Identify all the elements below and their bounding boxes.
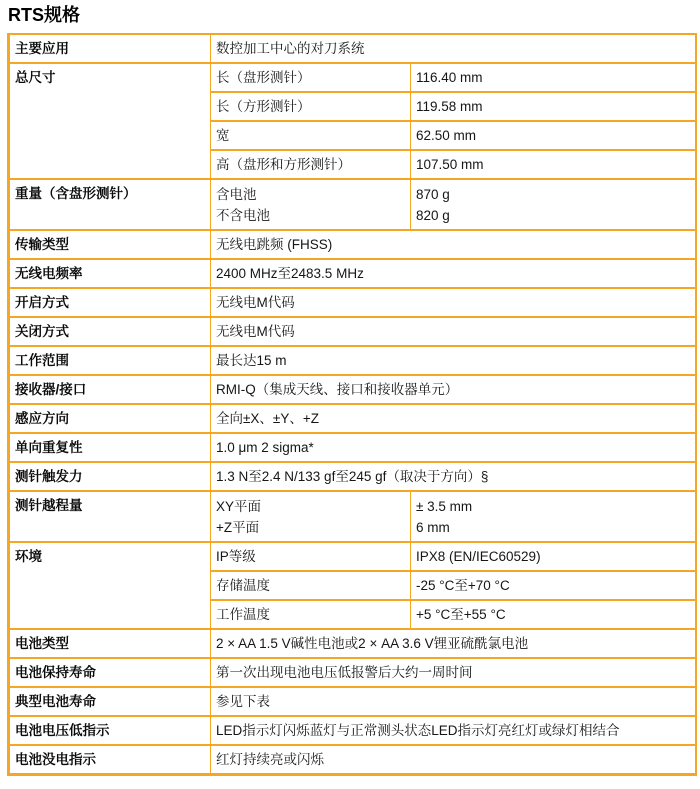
spec-label-receiver-interface: 接收器/接口 (9, 375, 211, 404)
spec-label-overall-size: 总尺寸 (9, 63, 211, 179)
spec-value-operating-temp: +5 °C至+55 °C (411, 600, 696, 629)
spec-value-transmission: 无线电跳频 (FHSS) (211, 230, 696, 259)
spec-values-overtravel (411, 491, 696, 542)
spec-value-ip-rating: IPX8 (EN/IEC60529) (411, 542, 696, 571)
spec-label-overtravel: 测针越程量 (9, 491, 211, 542)
spec-value-operating-range: 最长达15 m (211, 346, 696, 375)
overtravel-z-label: +Z平面 (216, 520, 260, 535)
spec-label-battery-low-indication: 电池电压低指示 (9, 716, 211, 745)
spec-value-battery-low-indication: LED指示灯闪烁蓝灯与正常测头状态LED指示灯亮红灯或绿灯相结合 (211, 716, 696, 745)
spec-label-battery-dead-indication: 电池没电指示 (9, 745, 211, 775)
row-radio-frequency (9, 259, 696, 288)
spec-subitem-height: 高（盘形和方形测针） (211, 150, 411, 179)
spec-label-battery-hold-life: 电池保持寿命 (9, 658, 211, 687)
page-title: RTS规格 (8, 5, 80, 25)
spec-value-width: 62.50 mm (411, 121, 696, 150)
spec-label-trigger-force: 测针触发力 (9, 462, 211, 491)
row-transmission (9, 230, 696, 259)
spec-label-switch-on: 开启方式 (9, 288, 211, 317)
spec-value-storage-temp: -25 °C至+70 °C (411, 571, 696, 600)
row-operating-range (9, 346, 696, 375)
row-battery-dead-indication (9, 745, 696, 775)
spec-subitems-weight (211, 179, 411, 230)
row-sense-directions (9, 404, 696, 433)
spec-label-battery-type: 电池类型 (9, 629, 211, 658)
spec-label-sense-directions: 感应方向 (9, 404, 211, 433)
row-weight (9, 179, 696, 230)
spec-value-height: 107.50 mm (411, 150, 696, 179)
spec-label-transmission: 传输类型 (9, 230, 211, 259)
spec-value-main-application: 数控加工中心的对刀系统 (211, 34, 696, 63)
spec-subitem-width: 宽 (211, 121, 411, 150)
spec-subitem-storage-temp: 存储温度 (211, 571, 411, 600)
spec-value-battery-type: 2 × AA 1.5 V碱性电池或2 × AA 3.6 V锂亚硫酰氯电池 (211, 629, 696, 658)
row-overtravel (9, 491, 696, 542)
spec-label-environment: 环境 (9, 542, 211, 629)
row-overall-size-1 (9, 63, 696, 92)
row-trigger-force (9, 462, 696, 491)
spec-subitem-length-disk: 长（盘形测针） (211, 63, 411, 92)
spec-label-typical-battery-life: 典型电池寿命 (9, 687, 211, 716)
row-typical-battery-life (9, 687, 696, 716)
spec-value-sense-directions: 全向±X、±Y、+Z (211, 404, 696, 433)
spec-label-radio-frequency: 无线电频率 (9, 259, 211, 288)
row-battery-low-indication (9, 716, 696, 745)
weight-with-batteries-label: 含电池 (216, 187, 257, 202)
spec-value-repeatability: 1.0 μm 2 sigma* (211, 433, 696, 462)
weight-with-batteries-value: 870 g (416, 187, 450, 202)
row-switch-on (9, 288, 696, 317)
spec-value-receiver-interface: RMI-Q（集成天线、接口和接收器单元） (211, 375, 696, 404)
spec-subitem-operating-temp: 工作温度 (211, 600, 411, 629)
spec-label-repeatability: 单向重复性 (9, 433, 211, 462)
spec-value-trigger-force: 1.3 N至2.4 N/133 gf至245 gf（取决于方向）§ (211, 462, 696, 491)
spec-label-switch-off: 关闭方式 (9, 317, 211, 346)
spec-value-length-disk: 116.40 mm (411, 63, 696, 92)
row-battery-hold-life (9, 658, 696, 687)
row-receiver-interface (9, 375, 696, 404)
row-main-application (9, 34, 696, 63)
weight-without-batteries-label: 不含电池 (216, 208, 270, 223)
weight-without-batteries-value: 820 g (416, 208, 450, 223)
spec-subitem-ip-rating: IP等级 (211, 542, 411, 571)
spec-value-battery-hold-life: 第一次出现电池电压低报警后大约一周时间 (211, 658, 696, 687)
row-repeatability (9, 433, 696, 462)
spec-label-weight: 重量（含盘形测针） (9, 179, 211, 230)
overtravel-xy-label: XY平面 (216, 499, 262, 514)
row-environment-1 (9, 542, 696, 571)
spec-value-switch-off: 无线电M代码 (211, 317, 696, 346)
spec-table (7, 33, 697, 776)
spec-value-radio-frequency: 2400 MHz至2483.5 MHz (211, 259, 696, 288)
row-battery-type (9, 629, 696, 658)
spec-value-typical-battery-life: 参见下表 (211, 687, 696, 716)
overtravel-xy-value: ± 3.5 mm (416, 499, 473, 514)
spec-subitems-overtravel (211, 491, 411, 542)
spec-value-switch-on: 无线电M代码 (211, 288, 696, 317)
overtravel-z-value: 6 mm (416, 520, 450, 535)
spec-label-operating-range: 工作范围 (9, 346, 211, 375)
row-switch-off (9, 317, 696, 346)
spec-value-battery-dead-indication: 红灯持续亮或闪烁 (211, 745, 696, 775)
spec-value-length-square: 119.58 mm (411, 92, 696, 121)
spec-subitem-length-square: 长（方形测针） (211, 92, 411, 121)
spec-label-main-application: 主要应用 (9, 34, 211, 63)
spec-values-weight (411, 179, 696, 230)
